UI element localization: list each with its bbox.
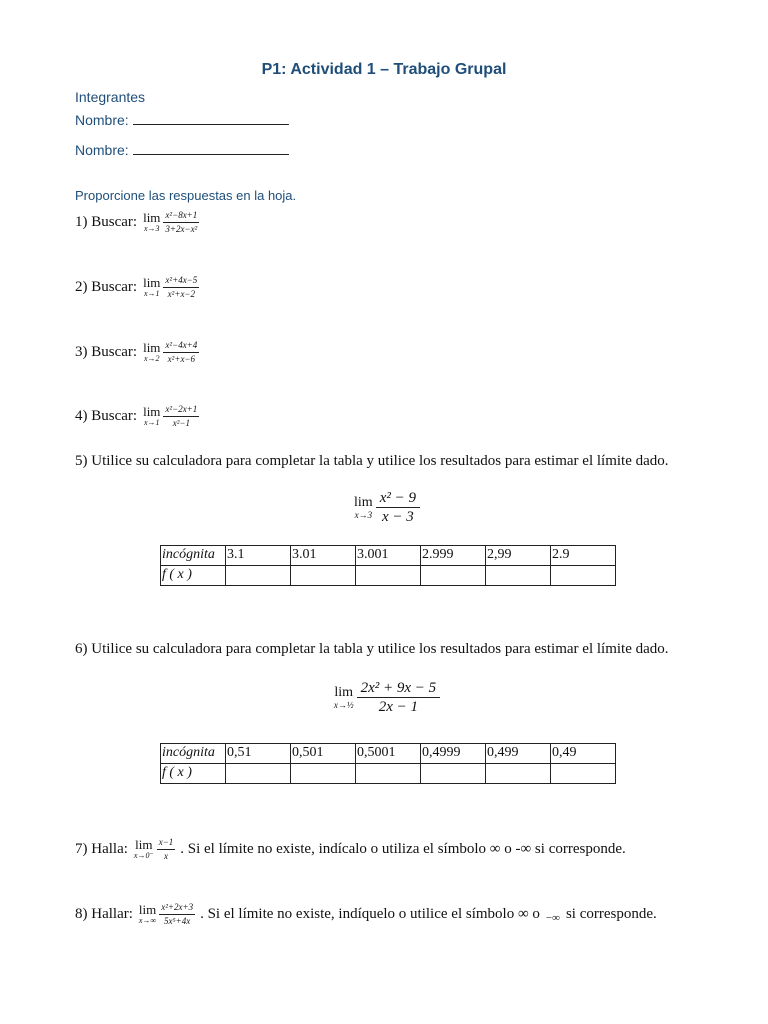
answer-cell[interactable]	[291, 764, 356, 784]
answer-cell[interactable]	[421, 764, 486, 784]
fraction: $\frac{\text{x²−8x+1}}{\text{3+2x−x²}}$	[165, 210, 198, 234]
instruction-text: Proporcione las respuestas en la hoja.	[75, 188, 297, 203]
table-row	[161, 744, 616, 764]
name-field-2	[75, 142, 289, 158]
fraction: $\frac{\text{x²−2x+1}}{\text{x²−1}}$	[165, 404, 198, 428]
problem-4-prefix: 4) Buscar:	[75, 408, 138, 424]
limit-operator: lim x→1	[143, 274, 161, 298]
problem-5-table	[160, 545, 616, 586]
problem-5-text: 5) Utilice su calculadora para completar la tabla y utilice los resultados para estimar el límite dado.	[75, 453, 669, 469]
members-label: Integrantes	[75, 89, 146, 105]
problem-7	[75, 837, 626, 862]
limit-operator: lim x→3	[143, 209, 161, 233]
problem-2	[75, 275, 199, 300]
name-label-1: Nombre:	[75, 112, 129, 128]
fraction: $\frac{x-1}{x}$	[158, 837, 174, 861]
answer-cell[interactable]	[486, 566, 551, 586]
answer-cell[interactable]	[291, 566, 356, 586]
name-line-1	[133, 112, 289, 125]
row-label-fx: f ( x )	[161, 566, 226, 586]
problem-4	[75, 404, 199, 429]
table-cell: 0,499	[486, 744, 551, 764]
problem-8-neg-infinity: −∞	[545, 911, 560, 924]
table-cell: 0,51	[226, 744, 291, 764]
problem-1	[75, 210, 199, 235]
limit-operator: lim x→∞	[138, 901, 157, 925]
problem-8	[75, 902, 657, 927]
answer-cell[interactable]	[486, 764, 551, 784]
problem-8-prefix: 8) Hallar:	[75, 906, 133, 922]
table-cell: 2,99	[486, 546, 551, 566]
limit-operator: lim x→0⁻	[133, 836, 154, 860]
problem-1-prefix: 1) Buscar:	[75, 214, 138, 230]
page-title: P1: Actividad 1 – Trabajo Grupal	[261, 61, 507, 78]
answer-cell[interactable]	[551, 566, 616, 586]
limit-operator: lim x→2	[143, 339, 161, 363]
limit-operator: lim x→3	[354, 494, 373, 520]
problem-5-limit	[0, 489, 768, 526]
fraction: $\frac{\text{x²+4x−5}}{\text{x²+x−2}}$	[165, 275, 198, 299]
answer-cell[interactable]	[551, 764, 616, 784]
table-cell: 0,49	[551, 744, 616, 764]
answer-cell[interactable]	[356, 764, 421, 784]
fraction: $\frac{\text{x²+2x+3}}{\text{5x⁵+4x}}$	[161, 902, 194, 926]
limit-operator: lim x→½	[333, 684, 354, 710]
table-cell: 0,501	[291, 744, 356, 764]
table-row	[161, 566, 616, 586]
answer-cell[interactable]	[421, 566, 486, 586]
row-label-fx: f ( x )	[161, 764, 226, 784]
answer-cell[interactable]	[226, 764, 291, 784]
problem-3-prefix: 3) Buscar:	[75, 344, 138, 360]
fraction: $\frac{\text{2x² + 9x − 5}}{2x - 1}$	[357, 679, 441, 716]
name-line-2	[133, 142, 289, 155]
table-cell: 2.999	[421, 546, 486, 566]
table-cell: 0,5001	[356, 744, 421, 764]
problem-2-prefix: 2) Buscar:	[75, 279, 138, 295]
table-cell: 3.1	[226, 546, 291, 566]
problem-8-suffix-c: si corresponde.	[565, 906, 657, 922]
table-cell: 0,4999	[421, 744, 486, 764]
row-label-incognita: incógnita	[161, 546, 226, 566]
fraction: $\frac{\text{x² − 9}}{x - 3}$	[376, 489, 420, 526]
problem-7-suffix: . Si el límite no existe, indícalo o utiliza el símbolo ∞ o -∞ si corresponde.	[180, 841, 626, 857]
name-field-1	[75, 112, 289, 128]
problem-7-prefix: 7) Halla:	[75, 841, 128, 857]
table-cell: 3.001	[356, 546, 421, 566]
table-cell: 3.01	[291, 546, 356, 566]
row-label-incognita: incógnita	[161, 744, 226, 764]
table-row	[161, 546, 616, 566]
name-label-2: Nombre:	[75, 142, 129, 158]
problem-6-table	[160, 743, 616, 784]
table-cell: 2.9	[551, 546, 616, 566]
answer-cell[interactable]	[356, 566, 421, 586]
table-row	[161, 764, 616, 784]
problem-6-limit	[0, 679, 768, 716]
problem-3	[75, 340, 199, 365]
problem-8-suffix-a: . Si el límite no existe, indíquelo o utilice el símbolo ∞ o	[200, 906, 540, 922]
answer-cell[interactable]	[226, 566, 291, 586]
limit-operator: lim x→1	[143, 403, 161, 427]
problem-6-text: 6) Utilice su calculadora para completar la tabla y utilice los resultados para estimar el límite dado.	[75, 641, 669, 657]
fraction: $\frac{\text{x²−4x+4}}{\text{x²+x−6}}$	[165, 340, 198, 364]
